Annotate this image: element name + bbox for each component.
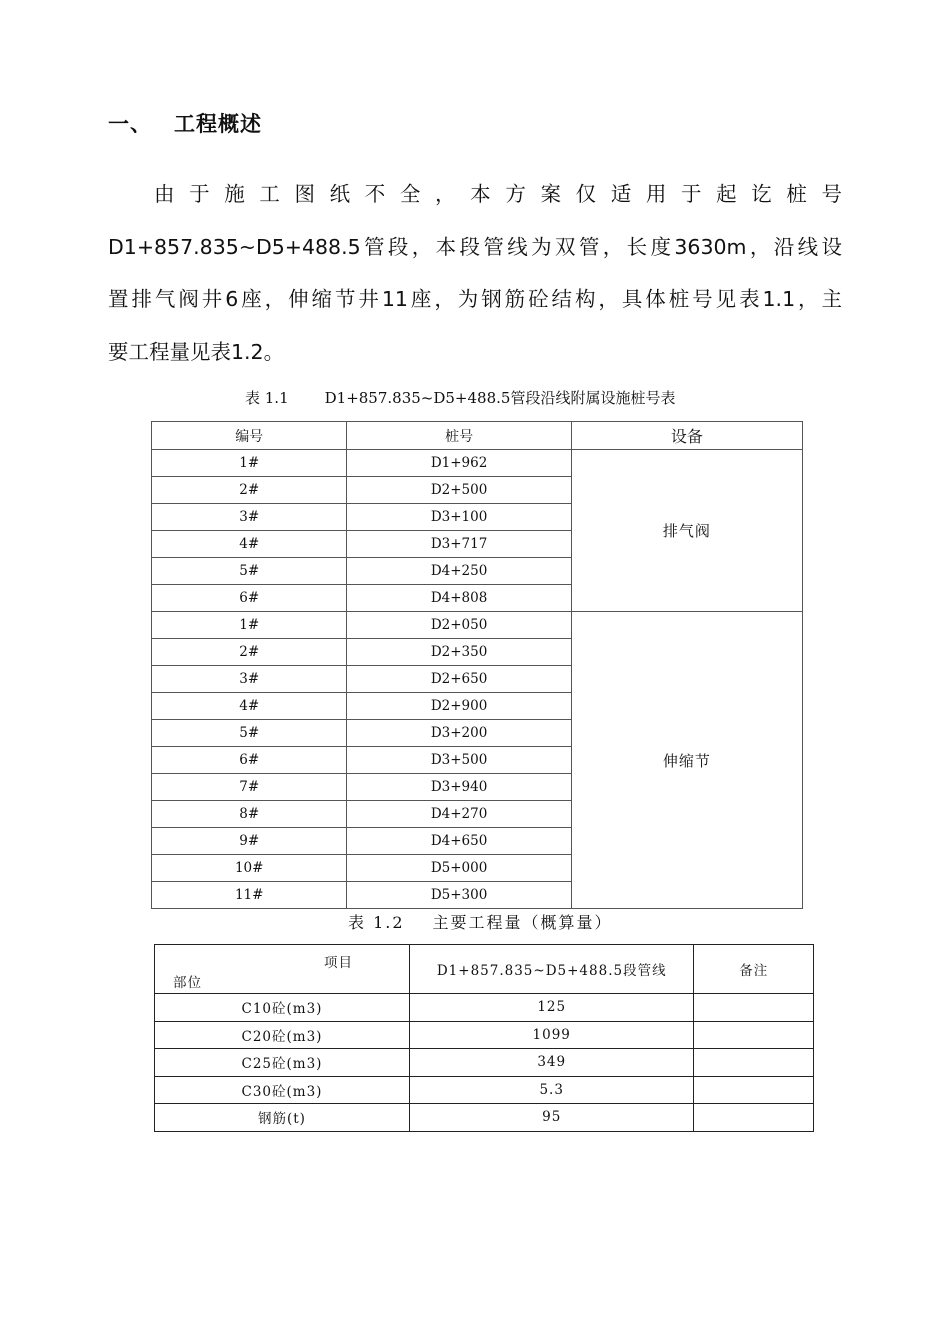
overview-paragraph — [108, 168, 842, 378]
table-row — [155, 1049, 814, 1077]
facility-number-cell: 1# — [152, 612, 347, 639]
facility-number-cell: 3# — [152, 504, 347, 531]
facility-number-cell: 4# — [152, 531, 347, 558]
facility-number-cell: 3# — [152, 666, 347, 693]
station-cell: D3+940 — [347, 774, 571, 801]
quantity-cell: 95 — [409, 1104, 694, 1132]
facility-number-cell: 11# — [152, 882, 347, 909]
table-header-row — [155, 945, 814, 994]
table-row — [152, 450, 803, 477]
station-cell: D4+650 — [347, 828, 571, 855]
quantity-cell: 5.3 — [409, 1076, 694, 1104]
header-station: 桩号 — [347, 422, 571, 450]
remark-cell — [694, 1049, 814, 1077]
part-cell: C25砼(m3) — [155, 1049, 410, 1077]
remark-cell — [694, 1104, 814, 1132]
facility-station-table — [151, 421, 803, 909]
table2-caption-title: 主要工程量（概算量） — [432, 913, 613, 932]
station-cell: D3+200 — [347, 720, 571, 747]
equipment-cell: 排气阀 — [571, 450, 802, 612]
table1-caption-number: 表 1.1 — [245, 389, 289, 407]
station-cell: D4+250 — [347, 558, 571, 585]
station-cell: D2+650 — [347, 666, 571, 693]
remark-cell — [694, 994, 814, 1022]
paragraph-line: 要工程量见表1.2。 — [108, 339, 285, 364]
facility-number-cell: 2# — [152, 477, 347, 504]
station-cell: D2+500 — [347, 477, 571, 504]
facility-number-cell: 2# — [152, 639, 347, 666]
facility-number-cell: 7# — [152, 774, 347, 801]
remark-cell — [694, 1021, 814, 1049]
paragraph-line: 置排气阀井6座，伸缩节井11座，为钢筋砼结构，具体桩号见表1.1，主 — [108, 287, 842, 311]
table2-caption-number: 表 1.2 — [348, 913, 405, 932]
table1-caption-title: D1+857.835~D5+488.5管段沿线附属设施桩号表 — [324, 389, 676, 407]
section-heading — [108, 108, 262, 138]
facility-number-cell: 5# — [152, 720, 347, 747]
facility-number-cell: 9# — [152, 828, 347, 855]
equipment-cell: 伸缩节 — [571, 612, 802, 909]
table-row — [155, 1104, 814, 1132]
station-cell: D2+050 — [347, 612, 571, 639]
table1-caption — [245, 387, 675, 408]
facility-number-cell: 10# — [152, 855, 347, 882]
quantity-cell: 349 — [409, 1049, 694, 1077]
quantity-cell: 1099 — [409, 1021, 694, 1049]
facility-number-cell: 1# — [152, 450, 347, 477]
section-number: 一、 — [108, 112, 152, 136]
part-cell: C20砼(m3) — [155, 1021, 410, 1049]
header-part: 部位 — [173, 975, 202, 991]
section-title: 工程概述 — [174, 112, 262, 136]
facility-number-cell: 4# — [152, 693, 347, 720]
facility-number-cell: 6# — [152, 585, 347, 612]
part-cell: C10砼(m3) — [155, 994, 410, 1022]
table-row — [152, 612, 803, 639]
table-row — [155, 994, 814, 1022]
header-equipment: 设备 — [571, 422, 802, 450]
station-cell: D3+500 — [347, 747, 571, 774]
facility-number-cell: 5# — [152, 558, 347, 585]
table-row — [155, 1021, 814, 1049]
header-section: D1+857.835~D5+488.5段管线 — [409, 945, 694, 994]
station-cell: D4+808 — [347, 585, 571, 612]
station-cell: D4+270 — [347, 801, 571, 828]
quantity-cell: 125 — [409, 994, 694, 1022]
facility-number-cell: 8# — [152, 801, 347, 828]
header-item: 项目 — [323, 955, 353, 971]
remark-cell — [694, 1076, 814, 1104]
facility-number-cell: 6# — [152, 747, 347, 774]
station-cell: D2+900 — [347, 693, 571, 720]
paragraph-line: 由于施工图纸不全，本方案仅适用于起讫桩号 — [154, 182, 842, 206]
station-cell: D5+000 — [347, 855, 571, 882]
station-cell: D1+962 — [347, 450, 571, 477]
part-cell: C30砼(m3) — [155, 1076, 410, 1104]
paragraph-line: D1+857.835~D5+488.5管段，本段管线为双管，长度3630m，沿线设 — [108, 234, 842, 259]
header-remark: 备注 — [694, 945, 814, 994]
station-cell: D3+100 — [347, 504, 571, 531]
station-cell: D3+717 — [347, 531, 571, 558]
part-cell: 钢筋(t) — [155, 1104, 410, 1132]
quantity-table — [154, 944, 814, 1132]
header-item-part — [155, 945, 410, 994]
table-header-row — [152, 422, 803, 450]
header-number: 编号 — [152, 422, 347, 450]
table-row — [155, 1076, 814, 1104]
station-cell: D2+350 — [347, 639, 571, 666]
table2-caption — [348, 910, 613, 933]
station-cell: D5+300 — [347, 882, 571, 909]
